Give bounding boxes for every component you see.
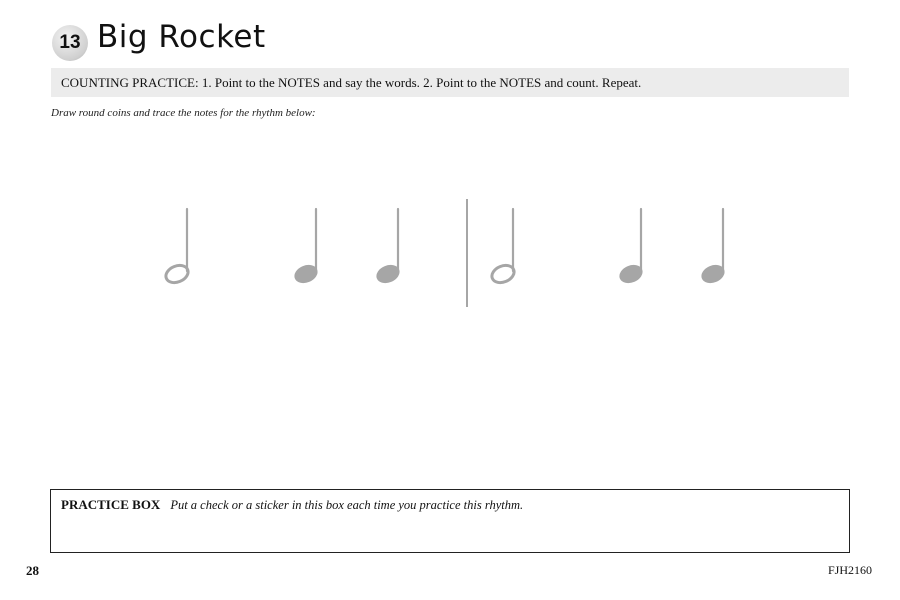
- page-number: 28: [26, 563, 39, 578]
- half-note: [163, 209, 190, 286]
- half-note: [489, 209, 516, 286]
- rhythm-instruction: Draw round coins and trace the notes for the rhythm below:: [51, 107, 316, 119]
- counting-practice-text: COUNTING PRACTICE: 1. Point to the NOTES and say the words. 2. Point to the NOTES and count. Repeat.: [61, 74, 642, 90]
- practice-box: [50, 489, 850, 553]
- quarter-note: [374, 209, 401, 286]
- quarter-note: [699, 209, 726, 286]
- quarter-note: [617, 209, 644, 286]
- page-title: Big Rocket: [97, 19, 266, 55]
- lesson-number: 13: [59, 32, 81, 53]
- practice-box-title: PRACTICE BOX: [61, 497, 161, 512]
- practice-box-text: Put a check or a sticker in this box each time you practice this rhythm.: [170, 498, 524, 512]
- quarter-note: [292, 209, 319, 286]
- catalog-code: FJH2160: [827, 563, 872, 577]
